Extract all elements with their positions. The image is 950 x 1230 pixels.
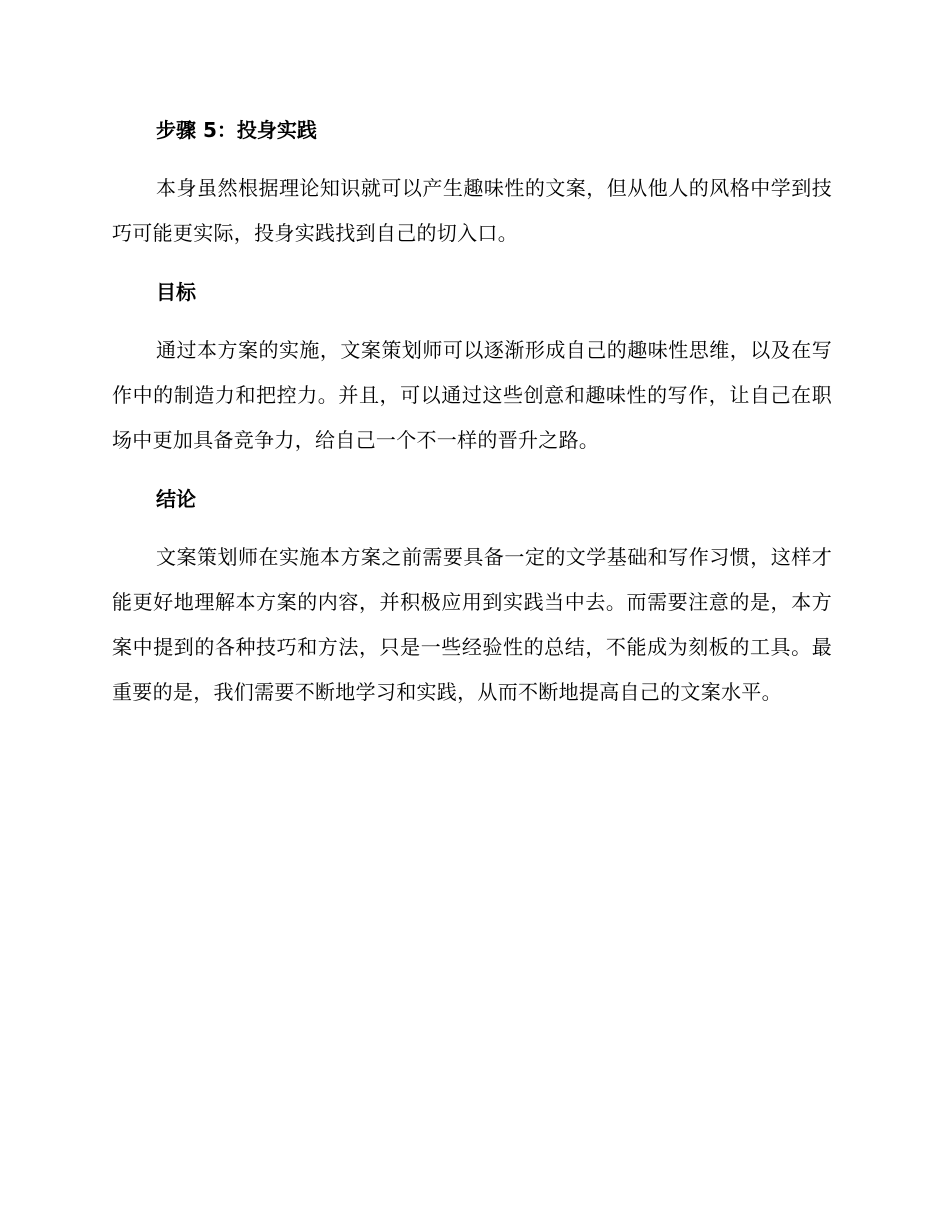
section-heading: 目标 [156,280,196,304]
section-goal [112,270,832,477]
document-page [112,108,832,715]
section-paragraph: 文案策划师在实施本方案之前需要具备一定的文学基础和写作习惯，这样才能更好地理解本方案的内容，并积极应用到实践当中去。而需要注意的是，本方案中提到的各种技巧和方法，只是一些经验性的总结，不能成为刻板的工具。最重要的是，我们需要不断地学习和实践，从而不断地提高自己的文案水平。 [112,545,832,704]
section-heading: 结论 [156,487,196,511]
section-heading: 步骤 5：投身实践 [156,118,317,142]
section-paragraph: 本身虽然根据理论知识就可以产生趣味性的文案，但从他人的风格中学到技巧可能更实际，投身实践找到自己的切入口。 [112,176,832,245]
section-conclusion [112,477,832,715]
section-step-5 [112,108,832,270]
section-paragraph: 通过本方案的实施，文案策划师可以逐渐形成自己的趣味性思维，以及在写作中的制造力和把控力。并且，可以通过这些创意和趣味性的写作，让自己在职场中更加具备竞争力，给自己一个不一样的晋升之路。 [112,338,832,452]
